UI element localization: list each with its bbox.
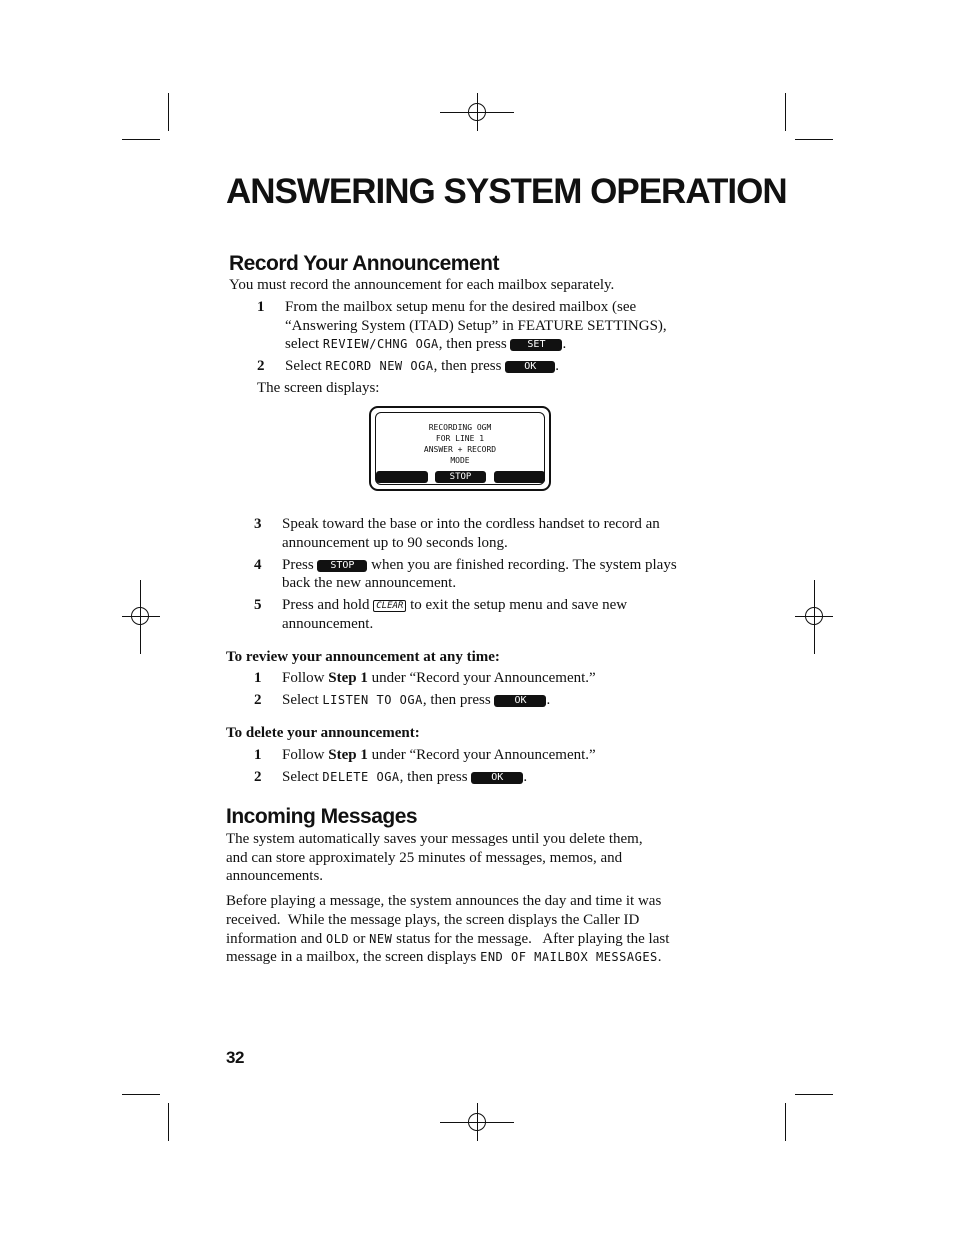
review-heading: To review your announcement at any time: [226, 649, 500, 665]
step-text: when you are finished recording. The system plays [371, 557, 677, 573]
screen-softkey-left[interactable] [376, 471, 428, 483]
select-text: Select [285, 358, 322, 374]
menu-item-record-new-oga: RECORD NEW OGA [325, 359, 434, 373]
set-softkey[interactable]: SET [510, 339, 562, 351]
select-text: Select [282, 769, 319, 785]
screen-text [371, 422, 549, 466]
step-text-line [282, 596, 627, 615]
step-text-line: “Answering System (ITAD) Setup” in FEATURE SETTINGS), [285, 318, 667, 334]
paragraph-line: The system automatically saves your messages until you delete them, [226, 831, 643, 847]
ok-softkey[interactable]: OK [471, 772, 523, 784]
step-text-line: Select DELETE OGA, then press OK . [282, 769, 528, 785]
screen-line-2: FOR LINE 1 [435, 434, 485, 443]
screen-softkey-stop[interactable]: STOP [435, 471, 486, 483]
step-number: 5 [254, 597, 262, 613]
step-text-line: Select RECORD NEW OGA, then press OK . [285, 358, 559, 374]
then-press-text: , then press [422, 692, 491, 708]
text: status for the message. After playing the last [396, 931, 670, 947]
menu-item-delete-oga: DELETE OGA [322, 770, 400, 784]
step-number: 1 [254, 670, 262, 686]
step-number: 4 [254, 557, 262, 573]
menu-item-review-chng-oga: REVIEW/CHNG OGA [322, 337, 439, 351]
step-text-line [282, 669, 596, 688]
stop-softkey[interactable]: STOP [317, 560, 367, 572]
clear-key[interactable]: CLEAR [373, 600, 406, 612]
step-text-line: Speak toward the base or into the cordless handset to record an [282, 516, 660, 532]
page-title: ANSWERING SYSTEM OPERATION [226, 172, 787, 211]
screen-displays-label: The screen displays: [257, 380, 380, 396]
step-number: 2 [254, 769, 262, 785]
ok-softkey[interactable]: OK [494, 695, 546, 707]
text: information and [226, 931, 323, 947]
text: message in a mailbox, the screen displays [226, 949, 477, 965]
then-press-text: , then press [433, 358, 502, 374]
step-text: to exit the setup menu and save new [410, 597, 628, 613]
press-text: Press [282, 557, 314, 573]
step-text-line: Select LISTEN TO OGA, then press OK . [282, 692, 551, 708]
screen-line-3: ANSWER + RECORD [423, 445, 497, 454]
handset-screen [369, 406, 551, 491]
screen-line-1: RECORDING OGM [428, 423, 492, 432]
step-text-line [282, 556, 677, 575]
status-old: OLD [325, 932, 350, 946]
press-and-hold-text: Press and hold [282, 597, 370, 613]
step-text: under “Record your Announcement.” [371, 670, 596, 686]
step-number: 1 [257, 299, 265, 315]
follow-text: Follow [282, 747, 325, 763]
text: or [352, 931, 366, 947]
section-heading-record: Record Your Announcement [229, 252, 499, 275]
step-text-line: back the new announcement. [282, 575, 457, 591]
page-number: 32 [226, 1048, 244, 1067]
end-of-mailbox-message: END OF MAILBOX MESSAGES [480, 950, 658, 964]
step-ref: Step 1 [328, 747, 368, 763]
record-intro: You must record the announcement for each mailbox separately. [229, 277, 615, 293]
select-text: select [285, 336, 320, 352]
paragraph-line: Before playing a message, the system announces the day and time it was [226, 893, 662, 909]
menu-item-listen-to-oga: LISTEN TO OGA [322, 693, 423, 707]
status-new: NEW [369, 932, 393, 946]
step-text-line: From the mailbox setup menu for the desired mailbox (see [285, 299, 637, 315]
period: . [657, 949, 662, 965]
follow-text: Follow [282, 670, 325, 686]
then-press-text: , then press [438, 336, 507, 352]
paragraph-line [226, 930, 669, 949]
step-number: 1 [254, 747, 262, 763]
paragraph-line [226, 948, 662, 967]
section-heading-incoming: Incoming Messages [226, 805, 418, 828]
step-text-line: announcement. [282, 616, 374, 632]
delete-heading: To delete your announcement: [226, 725, 420, 741]
paragraph-line: received. While the message plays, the screen displays the Caller ID [226, 912, 640, 928]
step-text: under “Record your Announcement.” [371, 747, 596, 763]
paragraph-line: announcements. [226, 868, 324, 884]
step-text-line [282, 746, 596, 765]
step-text-line: announcement up to 90 seconds long. [282, 535, 508, 551]
ok-softkey[interactable]: OK [505, 361, 555, 373]
step-ref: Step 1 [328, 670, 368, 686]
then-press-text: , then press [399, 769, 468, 785]
step-number: 2 [254, 692, 262, 708]
step-text-line: select REVIEW/CHNG OGA, then press SET . [285, 336, 567, 352]
paragraph-line: and can store approximately 25 minutes of messages, memos, and [226, 850, 623, 866]
step-number: 3 [254, 516, 262, 532]
step-number: 2 [257, 358, 265, 374]
screen-line-4: MODE [450, 456, 470, 465]
select-text: Select [282, 692, 319, 708]
screen-softkey-right[interactable] [494, 471, 545, 483]
